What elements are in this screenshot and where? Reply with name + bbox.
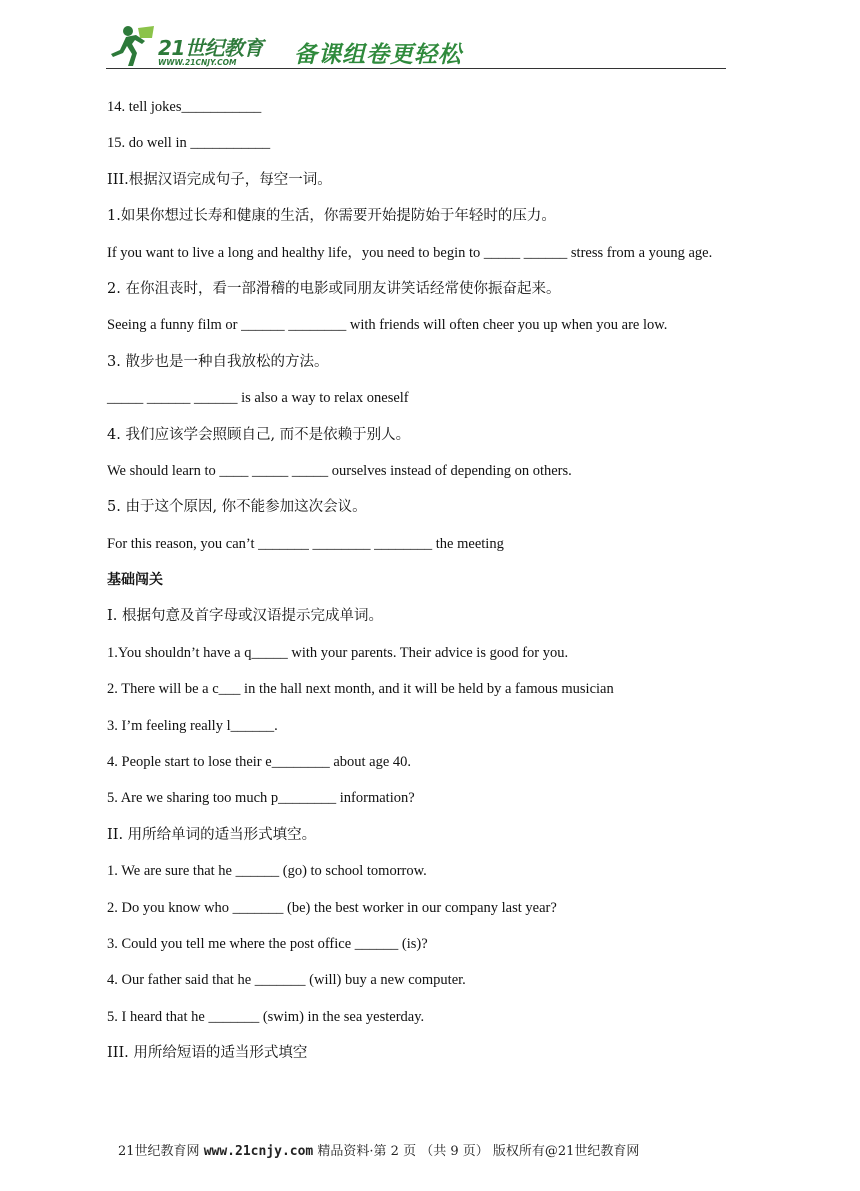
document-body — [107, 96, 767, 1079]
logo-wordmark: 21世纪教育 — [158, 36, 263, 60]
exercise-line: 4. People start to lose their e________ about age 40. — [107, 754, 412, 771]
exercise-line: Seeing a funny film or ______ ________ with friends will often cheer you up when you are low. — [107, 317, 668, 334]
exercise-prompt: 3. 散步也是一种自我放松的方法。 — [107, 353, 329, 370]
exercise-line: 4. Our father said that he _______ (will) buy a new computer. — [107, 972, 466, 989]
exercise-line: 2. There will be a c___ in the hall next month, and it will be held by a famous musician — [107, 681, 614, 698]
footer-suffix: 精品资料·第 2 页 （共 9 页） 版权所有@21世纪教育网 — [313, 1144, 640, 1159]
exercise-line: 1.You shouldn’t have a q_____ with your parents. Their advice is good for you. — [107, 644, 569, 661]
exercise-line: For this reason, you can’t _______ ________ ________ the meeting — [107, 535, 504, 552]
exercise-line: 1. We are sure that he ______ (go) to school tomorrow. — [107, 863, 427, 880]
exercise-line: 14. tell jokes___________ — [107, 99, 262, 115]
exercise-line: 15. do well in ___________ — [107, 135, 271, 152]
footer-prefix: 21世纪教育网 — [118, 1144, 204, 1159]
exercise-line: 3. Could you tell me where the post office ______ (is)? — [107, 936, 428, 952]
logo-url: WWW.21CNJY.COM — [158, 58, 237, 67]
exercise-prompt: 2. 在你沮丧时，看一部滑稽的电影或同朋友讲笑话经常使你振奋起来。 — [107, 280, 561, 297]
exercise-line: If you want to live a long and healthy life，you need to begin to _____ ______ stress from a young age. — [107, 244, 713, 261]
exercise-line: We should learn to ____ _____ _____ ourselves instead of depending on others. — [107, 462, 572, 479]
section-heading: II. 用所给单词的适当形式填空。 — [107, 826, 317, 843]
exercise-line: 5. Are we sharing too much p________ information? — [107, 790, 415, 807]
section-heading: III.根据汉语完成句子，每空一词。 — [107, 171, 332, 188]
footer-site-link[interactable]: www.21cnjy.com — [203, 1144, 314, 1159]
header-slogan: 备课组卷更轻松 — [294, 42, 462, 68]
page-header — [106, 24, 726, 70]
exercise-prompt: 5. 由于这个原因, 你不能参加这次会议。 — [107, 499, 367, 516]
header-divider — [106, 68, 726, 69]
exercise-line: 2. Do you know who _______ (be) the best worker in our company last year? — [107, 899, 557, 916]
exercise-line: 5. I heard that he _______ (swim) in the sea yesterday. — [107, 1008, 425, 1025]
page-footer — [118, 1140, 639, 1159]
exercise-prompt: 1.如果你想过长寿和健康的生活，你需要开始提防始于年轻时的压力。 — [107, 208, 556, 225]
runner-logo-icon — [108, 24, 158, 68]
exercise-line: 3. I’m feeling really l______. — [107, 717, 278, 734]
exercise-prompt: 4. 我们应该学会照顾自己, 而不是依赖于别人。 — [107, 426, 411, 443]
section-heading: III. 用所给短语的适当形式填空 — [107, 1045, 308, 1062]
section-title: 基础闯关 — [107, 572, 163, 589]
section-heading: I. 根据句意及首字母或汉语提示完成单词。 — [107, 608, 383, 625]
exercise-line: _____ ______ ______ is also a way to relax oneself — [107, 390, 409, 407]
